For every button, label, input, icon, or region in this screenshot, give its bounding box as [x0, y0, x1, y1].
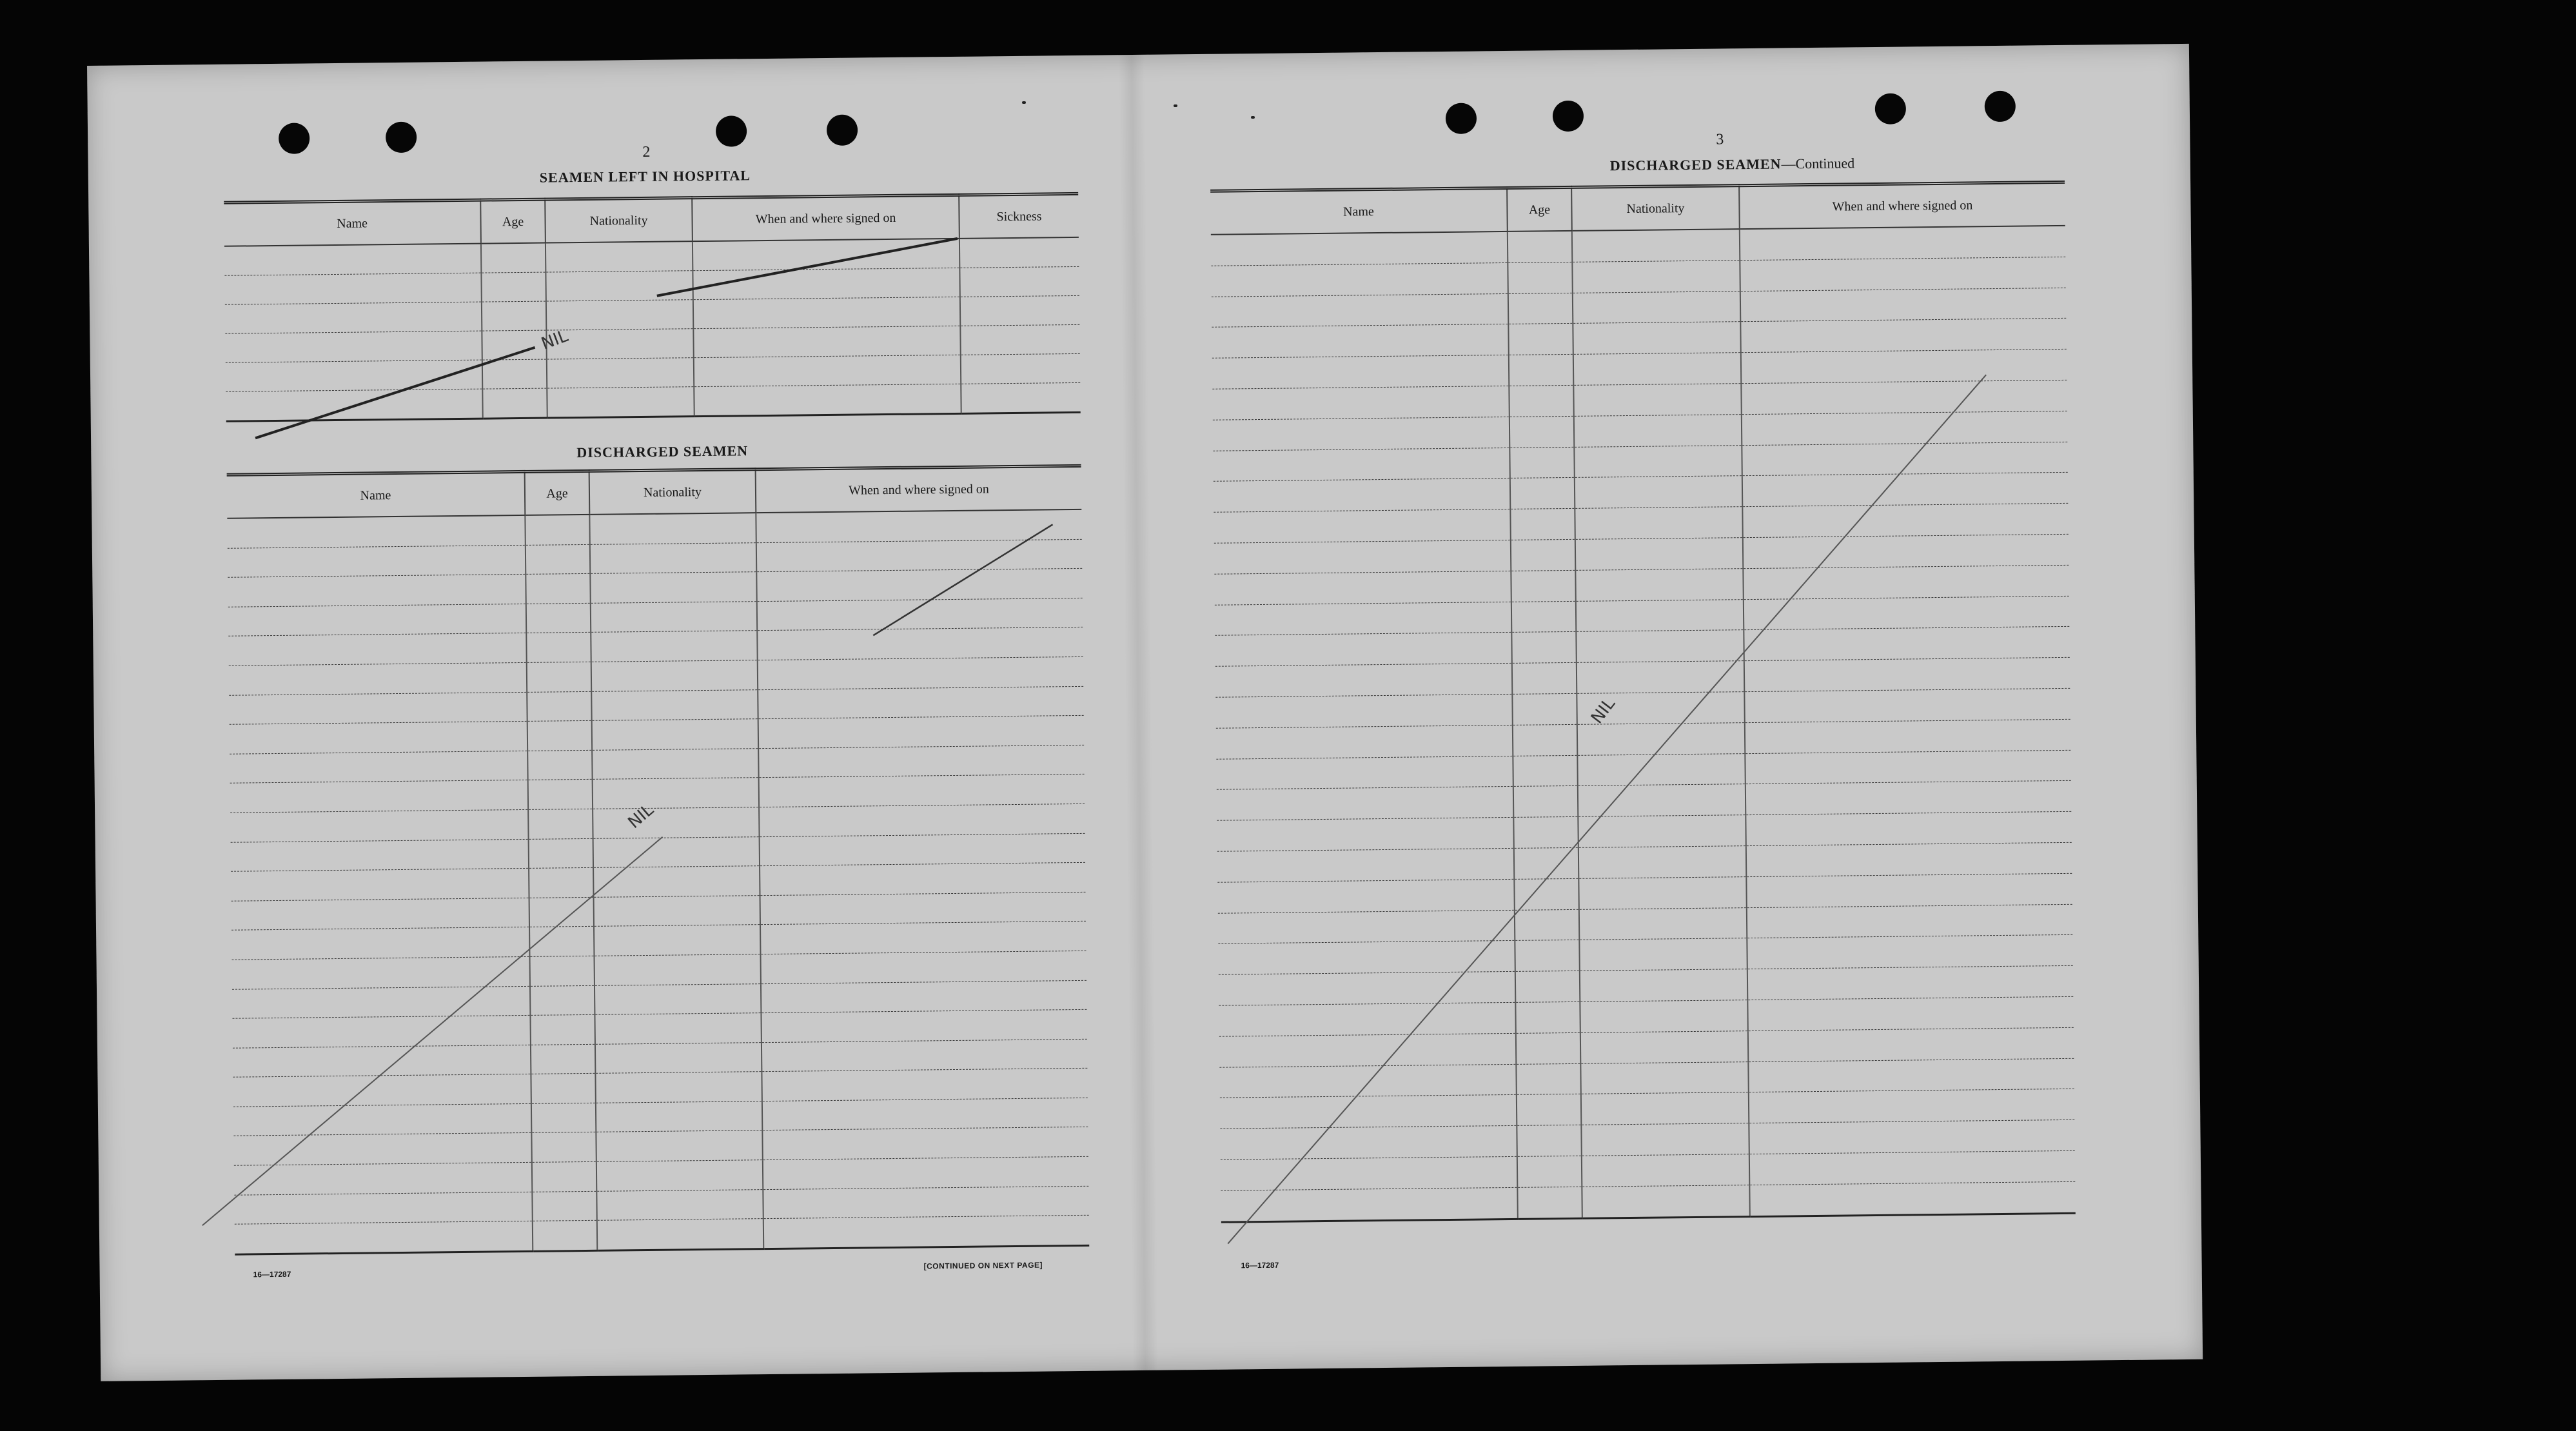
discharged-continued-nil-entry: NIL: [1587, 694, 1619, 728]
right-page: [1145, 44, 2203, 1370]
column-header: Age: [525, 471, 590, 515]
strike-through-line: [1145, 44, 2203, 1370]
page-number: 2: [642, 143, 651, 161]
scan-speck: [1174, 104, 1177, 107]
form-code: 16—17287: [253, 1269, 291, 1279]
discharged-section-title: DISCHARGED SEAMEN: [576, 442, 749, 461]
column-header: Age: [1507, 187, 1572, 232]
scanned-document-spread: [87, 44, 2203, 1381]
column-header: Age: [480, 199, 546, 244]
column-header: Nationality: [545, 198, 693, 243]
column-header: Nationality: [589, 469, 756, 515]
hospital-nil-entry: NIL: [538, 326, 571, 354]
continued-suffix: —Continued: [1781, 155, 1855, 172]
column-header: When and where signed on: [692, 195, 959, 241]
discharged-title: DISCHARGED SEAMEN: [1609, 155, 1782, 174]
column-header: Nationality: [1571, 186, 1740, 231]
column-header: When and where signed on: [1739, 182, 2065, 229]
strike-through-lines: [87, 55, 1145, 1381]
discharged-nil-entry: NIL: [624, 800, 658, 833]
column-header: Name: [227, 471, 526, 518]
left-page: [87, 55, 1145, 1381]
page-number: 3: [1716, 131, 1724, 148]
scan-speck: [1022, 101, 1026, 104]
column-header: Name: [1210, 188, 1508, 234]
column-header: When and where signed on: [756, 466, 1082, 513]
hospital-section-title: SEAMEN LEFT IN HOSPITAL: [539, 167, 751, 186]
continued-note: [CONTINUED ON NEXT PAGE]: [923, 1260, 1043, 1271]
column-header: Name: [224, 200, 481, 246]
column-header: Sickness: [959, 193, 1079, 238]
form-code: 16—17287: [1241, 1260, 1279, 1270]
scan-speck: [1251, 116, 1255, 119]
